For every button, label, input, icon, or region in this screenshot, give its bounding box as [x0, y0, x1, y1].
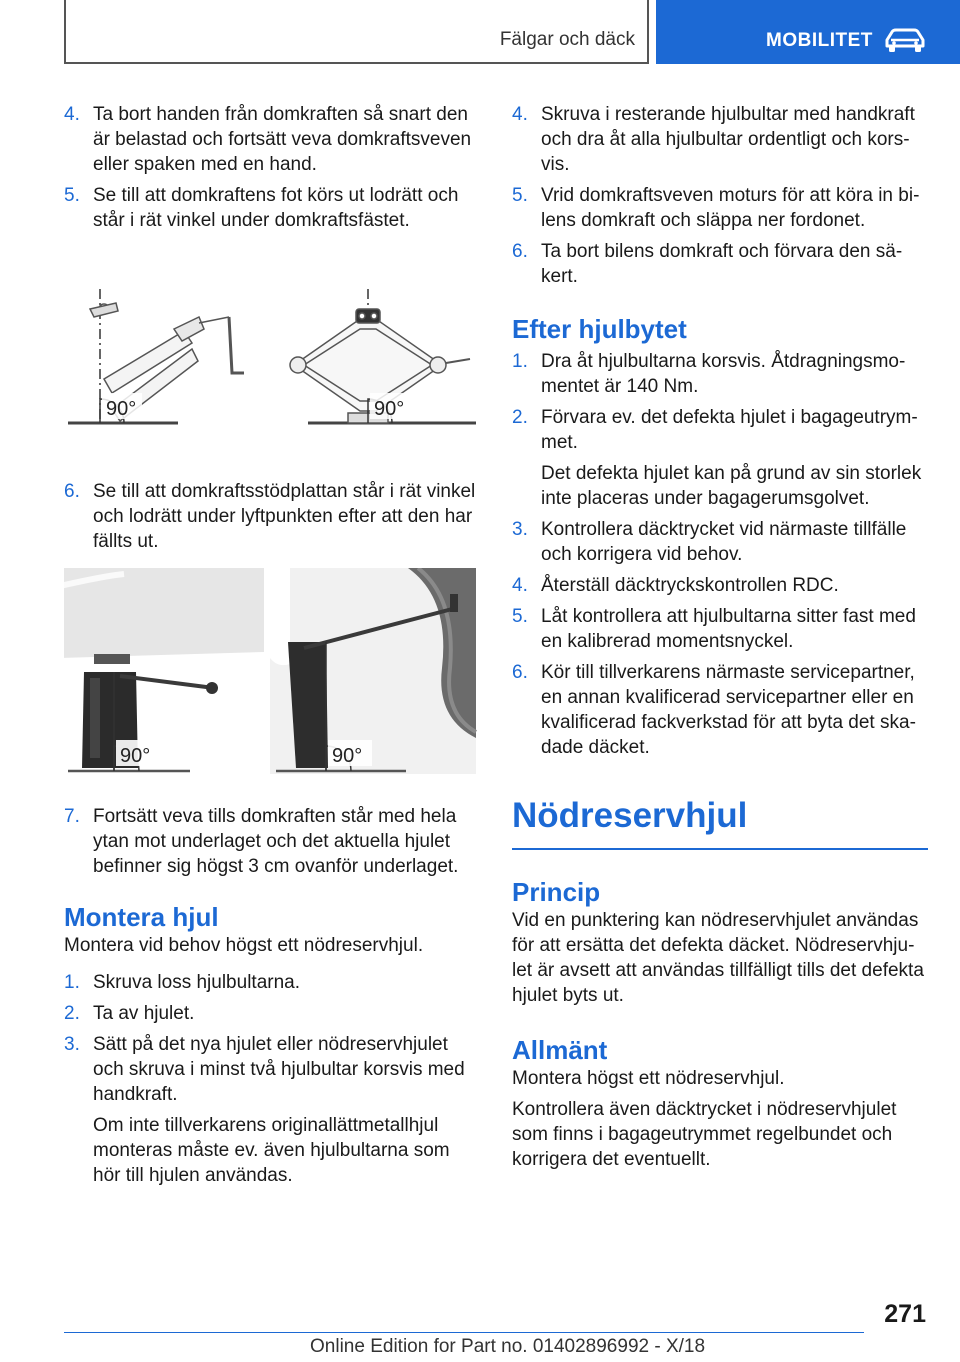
- section-heading-montera: Montera hjul: [64, 902, 219, 932]
- list-item: [64, 479, 480, 554]
- footer-edition: Online Edition for Part no. 01402896992 - X/18: [310, 1336, 706, 1357]
- step-number: 3.: [512, 519, 528, 540]
- list-item: [512, 405, 928, 511]
- step-number: 4.: [64, 104, 80, 125]
- step-note: Det defekta hjulet kan på grund av sin storlek inte placeras under bagagerumsgolvet.: [541, 463, 922, 509]
- list-item: [512, 102, 928, 177]
- chapter-heading-nodreservhjul: Nödreservhjul: [512, 794, 928, 850]
- step-number: 6.: [512, 241, 528, 262]
- chapter-title: MOBILITET: [766, 30, 873, 51]
- step-number: 6.: [64, 481, 80, 502]
- section-heading-allmant: Allmänt: [512, 1035, 608, 1065]
- step-text: Sätt på det nya hjulet eller nödreservhjulet och skruva i minst två hjulbultar korsvis med handkraft.: [93, 1034, 465, 1105]
- jack-line-drawing: [64, 289, 480, 439]
- jack-photo-drawing: [64, 568, 480, 774]
- list-item: [64, 804, 480, 879]
- left-column: [64, 102, 480, 1194]
- section-title: Fälgar och däck: [499, 29, 635, 50]
- section-heading-princip: Princip: [512, 877, 601, 907]
- list-item: [64, 1032, 480, 1188]
- step-number: 7.: [64, 806, 80, 827]
- step-number: 3.: [64, 1034, 80, 1055]
- chapter-tab[interactable]: [656, 0, 960, 64]
- jack-foot-figure: [64, 289, 480, 439]
- step-number: 4.: [512, 104, 528, 125]
- step-text: Kontrollera däcktrycket vid närmaste tillfälle och korrigera vid behov.: [541, 519, 907, 565]
- page-number: 271: [884, 1300, 926, 1328]
- list-item: [64, 1001, 480, 1026]
- angle-label: 90°: [374, 398, 405, 420]
- list-item: [64, 970, 480, 995]
- step-text: Vrid domkraftsveven moturs för att köra in bilens domkraft och släppa ner fordonet.: [541, 185, 920, 231]
- angle-label: 90°: [106, 398, 137, 420]
- step-text: Ta bort bilens domkraft och förvara den säkert.: [541, 241, 903, 287]
- list-item: [512, 239, 928, 289]
- list-item: [512, 660, 928, 760]
- step-text: Låt kontrollera att hjulbultarna sitter fast med en kalibrerad momentsnyckel.: [541, 606, 916, 652]
- list-item: [512, 517, 928, 567]
- allmant-text-2: Kontrollera även däcktrycket i nödreservhjulet som finns i bagageutrymmet regelbundet och korrigera det eventuellt.: [512, 1099, 897, 1170]
- step-number: 5.: [64, 185, 80, 206]
- car-icon: [883, 26, 927, 54]
- jack-photo-figure: [64, 568, 480, 774]
- step-text: Se till att domkraftsstödplattan står i rät vinkel och lodrätt under lyftpunkten efter att den har fällts ut.: [93, 481, 476, 552]
- step-text: Se till att domkraftens fot körs ut lodrätt och står i rät vinkel under domkraftsfästet.: [93, 185, 459, 231]
- step-number: 1.: [64, 972, 80, 993]
- footer-divider: [64, 1332, 864, 1333]
- step-text: Skruva i resterande hjulbultar med handkraft och dra åt alla hjulbultar ordentligt och korsvis.: [541, 104, 915, 175]
- list-item: [512, 604, 928, 654]
- list-item: [64, 183, 480, 233]
- right-column: [512, 102, 928, 1178]
- step-text: Dra åt hjulbultarna korsvis. Åtdragningsmomentet är 140 Nm.: [541, 351, 906, 397]
- step-number: 2.: [64, 1003, 80, 1024]
- angle-label: 90°: [120, 745, 151, 767]
- angle-label: 90°: [332, 745, 363, 767]
- step-number: 1.: [512, 351, 528, 372]
- step-text: Förvara ev. det defekta hjulet i bagageutrymmet.: [541, 407, 918, 453]
- step-text: Skruva loss hjulbultarna.: [93, 972, 300, 993]
- list-item: [512, 573, 928, 598]
- step-number: 4.: [512, 575, 528, 596]
- allmant-text-1: Montera högst ett nödreservhjul.: [512, 1068, 785, 1089]
- step-number: 6.: [512, 662, 528, 683]
- step-number: 5.: [512, 185, 528, 206]
- princip-text: Vid en punktering kan nödreservhjulet användas för att ersätta det defekta däcket. Nödreservhjulet är avsett att användas tillfälligt tills det defekta hjulet byts ut.: [512, 910, 924, 1006]
- step-text: Ta av hjulet.: [93, 1003, 195, 1024]
- montera-intro: Montera vid behov högst ett nödreservhjul.: [64, 935, 424, 956]
- step-text: Ta bort handen från domkraften så snart den är belastad och fortsätt veva domkraftsveven eller spaken med en hand.: [93, 104, 472, 175]
- header-section-box: [64, 0, 649, 64]
- section-heading-efter: Efter hjulbytet: [512, 314, 687, 344]
- list-item: [512, 183, 928, 233]
- list-item: [64, 102, 480, 177]
- list-item: [512, 349, 928, 399]
- step-text: Återställ däcktryckskontrollen RDC.: [541, 575, 839, 596]
- step-text: Kör till tillverkarens närmaste servicepartner, en annan kvalificerad servicepartner eller en kvalificerad fackverkstad för att byta det skadade däcket.: [541, 662, 916, 758]
- step-note: Om inte tillverkarens originallättmetallhjul monteras måste ev. även hjulbultarna som hör till hjulen användas.: [93, 1115, 450, 1186]
- step-number: 5.: [512, 606, 528, 627]
- step-text: Fortsätt veva tills domkraften står med hela ytan mot underlaget och det aktuella hjulet befinner sig högst 3 cm ovanför underlaget.: [93, 806, 459, 877]
- step-number: 2.: [512, 407, 528, 428]
